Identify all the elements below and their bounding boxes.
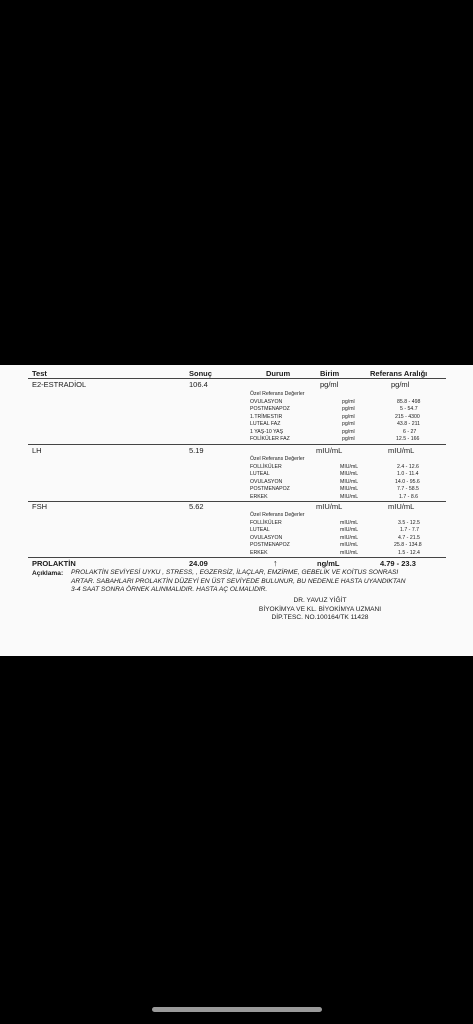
ref-range: 14.0 - 95.6 xyxy=(395,478,420,485)
ref-unit: mIU/mL xyxy=(340,542,359,549)
ref-phase: OVULASYON xyxy=(250,398,283,405)
test-result-fsh: 5.62 xyxy=(189,502,204,511)
test-name-e2: E2-ESTRADİOL xyxy=(32,380,87,389)
ref-unit: MIU/mL xyxy=(340,471,359,478)
row-divider xyxy=(28,557,446,558)
test-ref-fsh: mIU/mL xyxy=(388,502,415,511)
doctor-title: BİYOKİMYA VE KL. BİYOKİMYA UZMANI xyxy=(258,605,382,613)
ref-phase: POSTMENAPOZ xyxy=(250,406,290,413)
special-ref-table-fsh xyxy=(250,520,440,558)
ref-phase: ERKEK xyxy=(250,549,268,556)
row-divider xyxy=(28,444,446,445)
ref-range: 43.8 - 211 xyxy=(397,421,420,428)
ref-range: 5 - 54.7 xyxy=(400,406,418,413)
lab-report xyxy=(0,365,473,656)
ref-phase: 1 YAŞ-10 YAŞ xyxy=(250,428,284,435)
ref-phase: LUTEAL xyxy=(250,471,270,478)
ref-row xyxy=(250,464,440,472)
ref-range: 3.5 - 12.5 xyxy=(398,519,420,526)
test-ref-lh: mIU/mL xyxy=(388,446,415,455)
ref-row xyxy=(250,406,440,414)
ref-range: 6 - 27 xyxy=(403,428,417,435)
special-ref-title: Özel Referans Değerler xyxy=(250,512,305,518)
special-ref-table-e2 xyxy=(250,399,440,445)
ref-range: 12.5 - 166 xyxy=(396,436,420,443)
ref-unit: MIU/mL xyxy=(340,478,359,485)
home-indicator[interactable] xyxy=(152,1007,322,1012)
ref-unit: MIU/mL xyxy=(340,493,359,500)
special-ref-title: Özel Referans Değerler xyxy=(250,391,305,397)
ref-row xyxy=(250,471,440,479)
note-line: 3-4 SAAT SONRA ÖRNEK ALINMALIDIR. HASTA AÇ OLMALIDIR. xyxy=(71,586,268,594)
ref-phase: LUTEAL xyxy=(250,527,270,534)
prolactin-unit: ng/mL xyxy=(317,559,340,568)
high-flag-arrow-icon: ↑ xyxy=(273,558,278,568)
ref-phase: FOLLİKÜLER xyxy=(250,519,282,526)
ref-range: 1.7 - 8.6 xyxy=(399,493,419,500)
doctor-diploma: DİP.TESC. NO.100164/TK 11428 xyxy=(271,614,369,622)
ref-unit: pg/ml xyxy=(342,398,355,405)
note-line: ARTAR. SABAHLARI PROLAKTİN DÜZEYİ EN ÜST SEVİYEDE BULUNUR, BU NEDENLE HASTA UYANDIKTAN xyxy=(71,577,406,585)
ref-unit: pg/ml xyxy=(342,428,355,435)
prolactin-ref: 4.79 - 23.3 xyxy=(380,559,416,568)
test-name-lh: LH xyxy=(32,446,42,455)
ref-unit: pg/ml xyxy=(342,421,355,428)
test-name-fsh: FSH xyxy=(32,502,47,511)
ref-range: 7.7 - 58.5 xyxy=(397,486,419,493)
ref-range: 1.5 - 12.4 xyxy=(398,549,420,556)
test-ref-e2: pg/ml xyxy=(391,380,410,389)
ref-row xyxy=(250,535,440,543)
ref-unit: MIU/mL xyxy=(340,486,359,493)
note-line: PROLAKTİN SEVİYESİ UYKU , STRESS, , EGZERSİZ, İLAÇLAR, EMZİRME, GEBELİK VE KOİTUS SONRASI xyxy=(71,569,399,576)
test-unit-fsh: mIU/mL xyxy=(316,502,343,511)
ref-unit: mIU/mL xyxy=(340,527,359,534)
ref-row xyxy=(250,399,440,407)
ref-unit: pg/ml xyxy=(342,436,355,443)
test-result-lh: 5.19 xyxy=(189,446,204,455)
ref-row xyxy=(250,421,440,429)
ref-row xyxy=(250,486,440,494)
ref-phase: POSTMENAPOZ xyxy=(250,486,290,493)
ref-range: 85.8 - 498 xyxy=(397,398,421,405)
note-text xyxy=(71,569,406,595)
ref-unit: mIU/mL xyxy=(340,519,359,526)
ref-phase: FOLLİKÜLER xyxy=(250,463,282,470)
header-status: Durum xyxy=(266,369,291,378)
special-ref-title: Özel Referans Değerler xyxy=(250,456,305,462)
ref-phase: LUTEAL FAZ xyxy=(250,421,281,428)
prolactin-result: 24.09 xyxy=(189,559,208,568)
header-test: Test xyxy=(32,369,47,378)
header-reference: Referans Aralığı xyxy=(370,369,428,378)
test-unit-lh: mIU/mL xyxy=(316,446,343,455)
header-unit: Birim xyxy=(320,369,340,378)
note-label: Açıklama: xyxy=(32,570,64,577)
ref-row xyxy=(250,436,440,444)
ref-phase: OVULASYON xyxy=(250,534,283,541)
signature-block xyxy=(250,597,390,623)
ref-range: 1.0 - 11.4 xyxy=(397,471,419,478)
ref-range: 215 - 4300 xyxy=(395,413,420,420)
header-divider xyxy=(28,378,446,379)
ref-phase: FOLİKÜLER FAZ xyxy=(250,436,290,443)
ref-row xyxy=(250,542,440,550)
special-ref-table-lh xyxy=(250,464,440,502)
row-divider xyxy=(28,501,446,502)
ref-unit: mIU/mL xyxy=(340,534,359,541)
test-unit-e2: pg/ml xyxy=(320,380,339,389)
ref-range: 2.4 - 12.6 xyxy=(397,463,419,470)
ref-range: 4.7 - 21.5 xyxy=(398,534,420,541)
ref-unit: MIU/mL xyxy=(340,463,359,470)
ref-phase: OVULASYON xyxy=(250,478,283,485)
ref-phase: 1.TRİMESTIR xyxy=(250,413,283,420)
ref-phase: POSTMENAPOZ xyxy=(250,542,290,549)
ref-unit: mIU/mL xyxy=(340,549,359,556)
ref-range: 25.8 - 134.8 xyxy=(394,542,422,549)
test-result-e2: 106.4 xyxy=(189,380,208,389)
ref-row xyxy=(250,527,440,535)
prolactin-name: PROLAKTİN xyxy=(32,559,76,568)
ref-row xyxy=(250,520,440,528)
header-result: Sonuç xyxy=(189,369,212,378)
doctor-name: DR. YAVUZ YİĞİT xyxy=(293,597,347,604)
ref-phase: ERKEK xyxy=(250,493,268,500)
ref-range: 1.7 - 7.7 xyxy=(400,527,420,534)
ref-unit: pg/ml xyxy=(342,413,355,420)
ref-row xyxy=(250,479,440,487)
ref-row xyxy=(250,414,440,422)
ref-unit: pg/ml xyxy=(342,406,355,413)
